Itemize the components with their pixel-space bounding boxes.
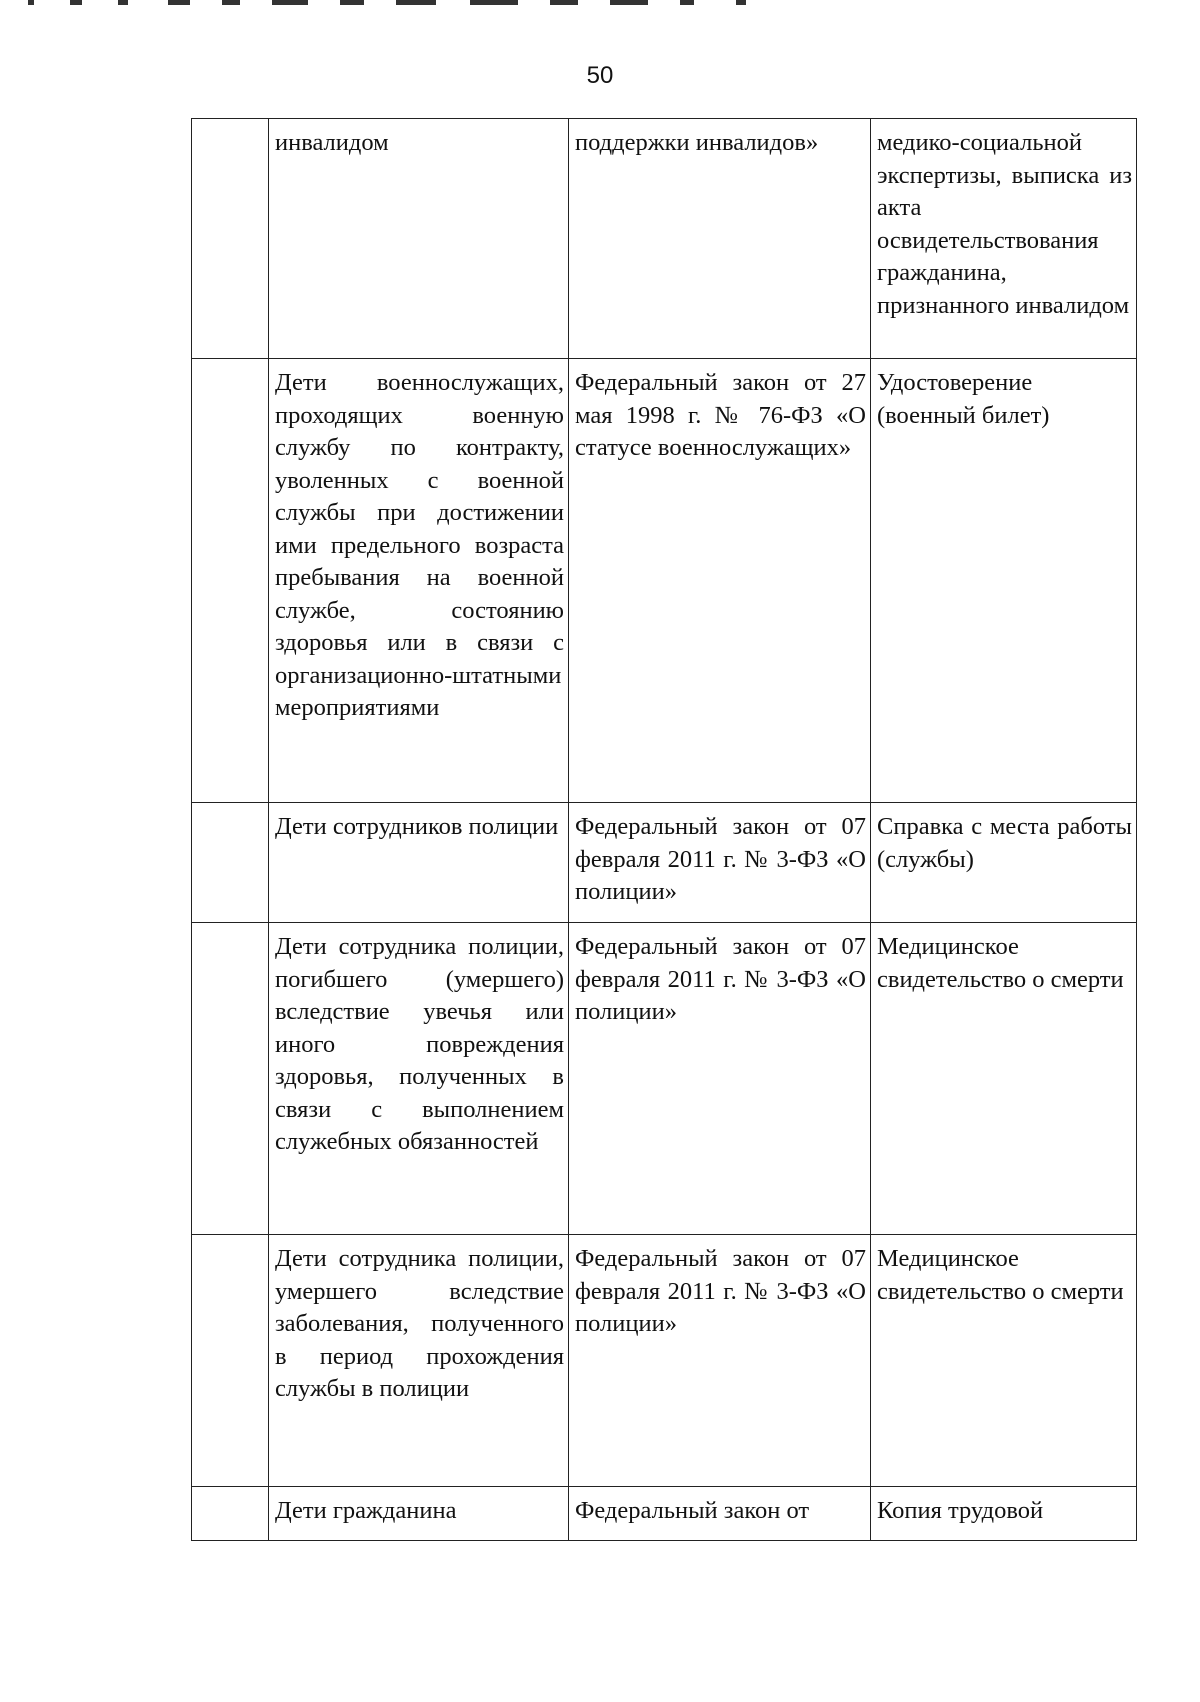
- table-row: [192, 119, 1137, 359]
- law-cell: Федеральный закон от 07 февраля 2011 г. № 3-ФЗ «О полиции»: [569, 803, 871, 923]
- law-cell: поддержки инвалидов»: [569, 119, 871, 359]
- scan-edge-marks: [0, 0, 1200, 10]
- row-number-cell: [192, 803, 269, 923]
- category-cell: Дети сотрудников полиции: [269, 803, 569, 923]
- table-row: [192, 1235, 1137, 1487]
- page-number: 50: [586, 62, 614, 89]
- document-cell: Копия трудовой: [871, 1487, 1137, 1541]
- category-cell: Дети сотрудника полиции, погибшего (умершего) вследствие увечья или иного повреждения здоровья, полученных в связи с выполнением служебных обязанностей: [269, 923, 569, 1235]
- benefits-table: [191, 118, 1137, 1541]
- document-cell: Медицинское свидетельство о смерти: [871, 1235, 1137, 1487]
- law-cell: Федеральный закон от 07 февраля 2011 г. № 3-ФЗ «О полиции»: [569, 1235, 871, 1487]
- document-cell: Справка с места работы (службы): [871, 803, 1137, 923]
- table-row: [192, 803, 1137, 923]
- table-row: [192, 359, 1137, 803]
- row-number-cell: [192, 923, 269, 1235]
- law-cell: Федеральный закон от 07 февраля 2011 г. № 3-ФЗ «О полиции»: [569, 923, 871, 1235]
- category-cell: Дети гражданина: [269, 1487, 569, 1541]
- row-number-cell: [192, 119, 269, 359]
- category-cell: Дети сотрудника полиции, умершего вследствие заболевания, полученного в период прохождения службы в полиции: [269, 1235, 569, 1487]
- law-cell: Федеральный закон от: [569, 1487, 871, 1541]
- category-cell: Дети военнослужащих, проходящих военную службу по контракту, уволенных с военной службы при достижении ими предельного возраста пребывания на военной службе, состоянию здоровья или в связи с организационно-штатными мероприятиями: [269, 359, 569, 803]
- law-cell: Федеральный закон от 27 мая 1998 г. № 76-ФЗ «О статусе военнослужащих»: [569, 359, 871, 803]
- document-cell: Медицинское свидетельство о смерти: [871, 923, 1137, 1235]
- row-number-cell: [192, 1235, 269, 1487]
- category-cell: инвалидом: [269, 119, 569, 359]
- row-number-cell: [192, 359, 269, 803]
- table-row: [192, 1487, 1137, 1541]
- document-cell: Удостоверение (военный билет): [871, 359, 1137, 803]
- row-number-cell: [192, 1487, 269, 1541]
- document-cell: медико-социальной экспертизы, выписка из акта освидетельствования гражданина, признанного инвалидом: [871, 119, 1137, 359]
- table-row: [192, 923, 1137, 1235]
